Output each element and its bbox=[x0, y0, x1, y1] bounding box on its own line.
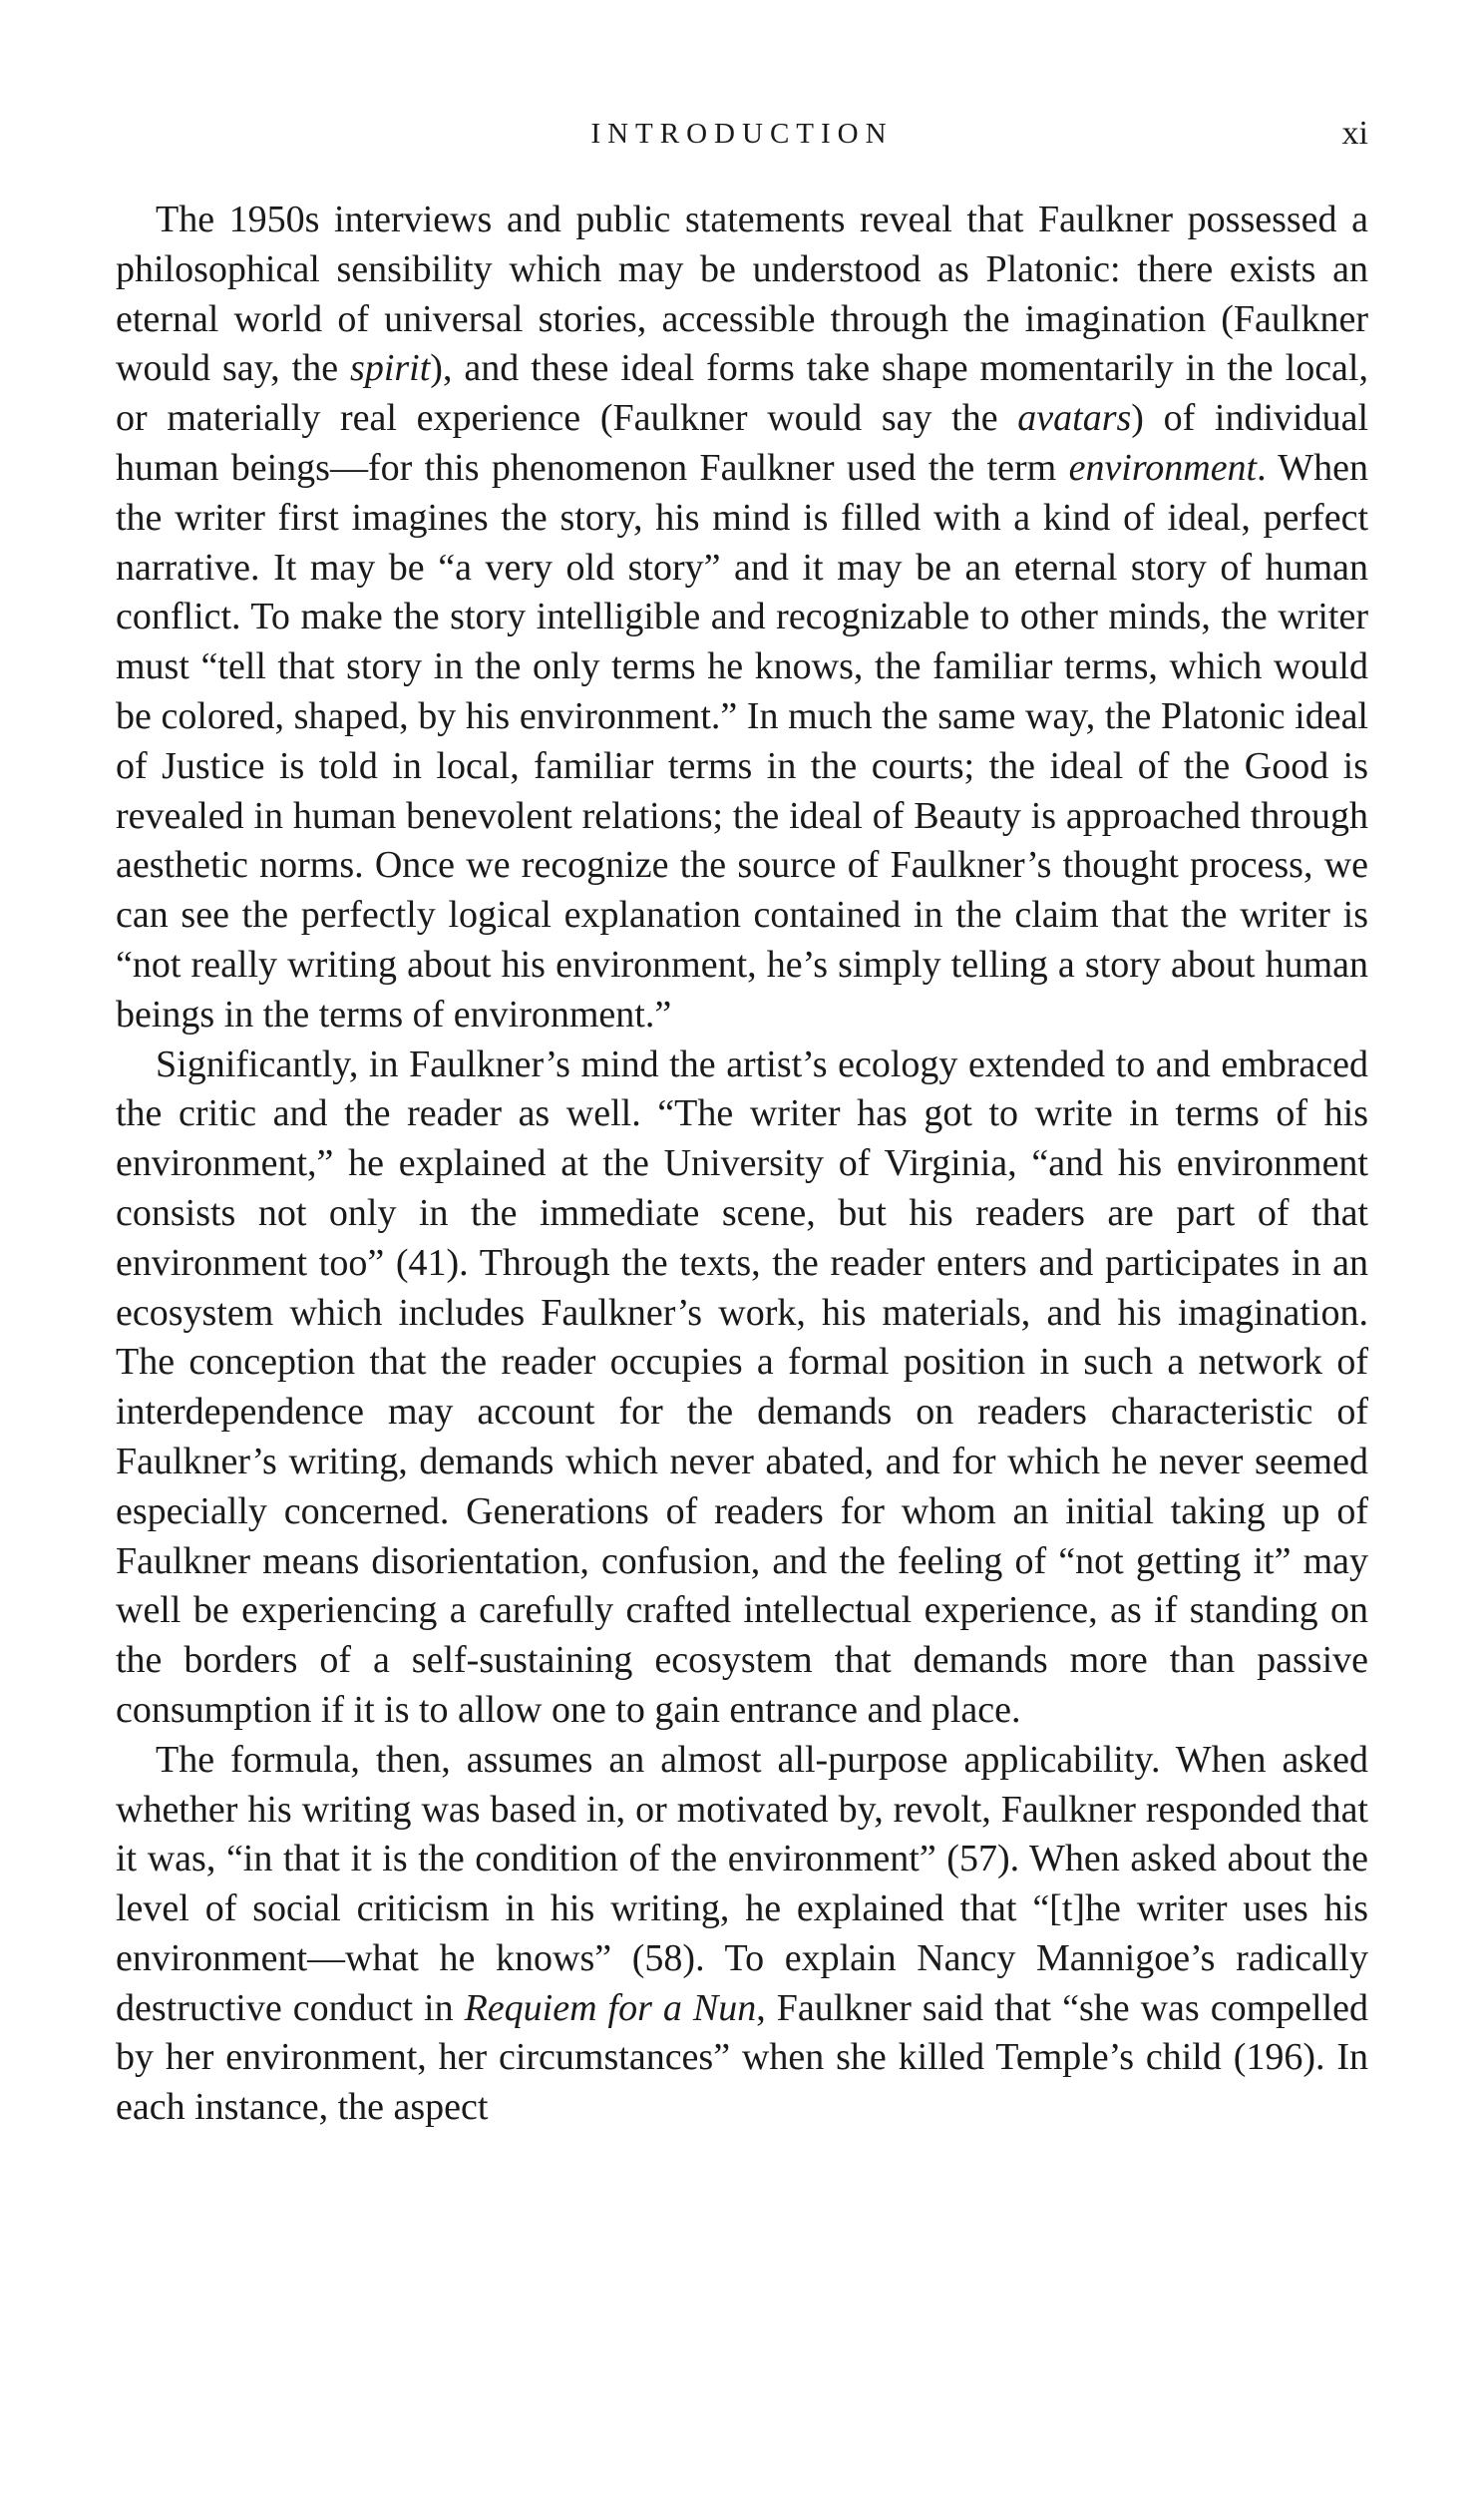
text-segment: . When the writer first imagines the story, his mind is filled with a kind of ideal, perfect narrative. It may be “a very old story” and it may be an eternal story of human conflict. To make the story intelligible and recognizable to other minds, the writer must “tell that story in the only terms he knows, the familiar terms, which would be colored, shaped, by his environment.” In much the same way, the Platonic ideal of Justice is told in local, familiar terms in the courts; the ideal of the Good is revealed in human benevolent relations; the ideal of Beauty is approached through aesthetic norms. Once we recognize the source of Faulkner’s thought process, we can see the perfectly logical explanation contained in the claim that the writer is “not really writing about his environment, he’s simply telling a story about human beings in the terms of environment.” bbox=[116, 446, 1369, 1036]
page-number: xi bbox=[1341, 115, 1368, 152]
paragraph-1 bbox=[116, 196, 1368, 1041]
paragraph-3 bbox=[116, 1736, 1368, 2133]
text-segment: The 1950s interviews and public statements reveal that Faulkner possessed a philosophical sensibility which may be understood as Platonic: there exists an eternal world of universal stories, accessible through the imagination (Faulkner would say, the bbox=[116, 199, 1368, 390]
italic-term-avatars: avatars bbox=[1017, 397, 1132, 440]
body-text bbox=[116, 196, 1368, 2133]
text-segment: The formula, then, assumes an almost all-purpose applicability. When asked whether his writing was based in, or motivated by, revolt, Faulkner responded that it was, “in that it is the condition of the environment” (57). When asked about the level of social criticism in his writing, he explained that “[t]he writer uses his environment—what he knows” (58). To explain Nancy Mannigoe’s radically destructive conduct in bbox=[116, 1738, 1368, 2029]
running-head bbox=[0, 114, 1484, 164]
running-title: INTRODUCTION bbox=[590, 118, 894, 150]
paragraph-2 bbox=[116, 1041, 1368, 1736]
text-segment: Significantly, in Faulkner’s mind the artist’s ecology extended to and embraced the critic and the reader as well. “The writer has got to write in terms of his environment,” he explained at the University of Virginia, “and his environment consists not only in the immediate scene, but his readers are part of that environment too” (41). Through the texts, the reader enters and participates in an ecosystem which includes Faulkner’s work, his materials, and his imagination. The conception that the reader occupies a formal position in such a network of interdependence may account for the demands on readers characteristic of Faulkner’s writing, demands which never abated, and for which he never seemed especially concerned. Generations of readers for whom an initial taking up of Faulkner means disorientation, confusion, and the feeling of “not getting it” may well be experiencing a carefully crafted intellectual experience, as if standing on the borders of a self-sustaining ecosystem that demands more than passive consumption if it is to allow one to gain entrance and place. bbox=[116, 1042, 1368, 1731]
text-segment: ), and these ideal forms take shape momentarily in the local, or materially real experience (Faulkner would say the bbox=[116, 347, 1368, 440]
italic-term-environment: environment bbox=[1068, 446, 1258, 489]
text-segment: ) of individual human beings—for this phenomenon Faulkner used the term bbox=[116, 397, 1369, 489]
italic-term-spirit: spirit bbox=[350, 347, 431, 390]
italic-title-requiem-for-a-nun: Requiem for a Nun bbox=[464, 1986, 757, 2029]
text-segment: , Faulkner said that “she was compelled by her environment, her circumstances” when she killed Temple’s child (196). In each instance, the aspect bbox=[116, 1986, 1368, 2129]
